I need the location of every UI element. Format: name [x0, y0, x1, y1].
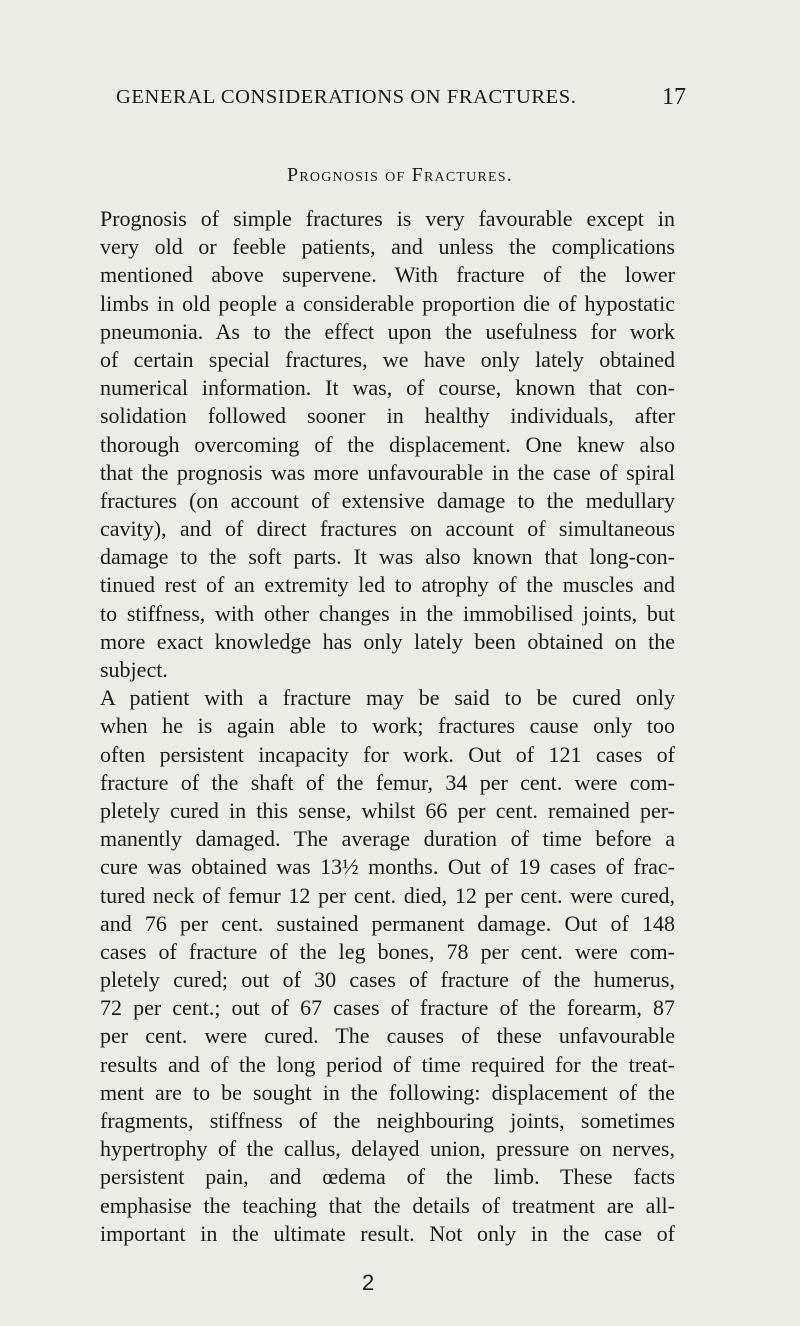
text-line: pletely cured; out of 30 cases of fracture of the humerus, — [100, 967, 675, 993]
text-line: pletely cured in this sense, whilst 66 per cent. remained per- — [100, 797, 675, 823]
text-line: limbs in old people a considerable proportion die of hypostatic — [100, 290, 675, 316]
text-line: tured neck of femur 12 per cent. died, 12 per cent. were cured, — [100, 882, 675, 908]
text-line: fractures (on account of extensive damage to the medullary — [100, 487, 675, 513]
text-line: per cent. were cured. The causes of these unfavourable — [100, 1023, 675, 1049]
text-line: results and of the long period of time required for the treat- — [100, 1051, 675, 1077]
text-line: manently damaged. The average duration of time before a — [100, 826, 675, 852]
signature-mark: 2 — [362, 1270, 375, 1295]
text-line: cure was obtained was 13½ months. Out of 19 cases of frac- — [100, 854, 675, 880]
text-line: persistent pain, and œdema of the limb. These facts — [100, 1164, 675, 1190]
text-line: Prognosis of simple fractures is very favourable except in — [100, 206, 675, 231]
text-line: fragments, stiffness of the neighbouring joints, sometimes — [100, 1108, 675, 1133]
body-text — [100, 205, 675, 1248]
text-line: A patient with a fracture may be said to be cured only — [100, 685, 675, 711]
text-line: thorough overcoming of the displacement. One knew also — [100, 431, 675, 457]
running-title: GENERAL CONSIDERATIONS ON FRACTURES. — [116, 86, 577, 108]
text-line: very old or feeble patients, and unless the complications — [100, 234, 675, 260]
text-line: mentioned above supervene. With fracture of the lower — [100, 262, 675, 288]
text-line: important in the ultimate result. Not only in the case of — [100, 1220, 675, 1246]
text-line: cases of fracture of the leg bones, 78 per cent. were com- — [100, 938, 675, 964]
page-number: 17 — [662, 84, 686, 110]
text-line: emphasise the teaching that the details of treatment are all- — [100, 1192, 675, 1218]
text-line: of certain special fractures, we have only lately obtained — [100, 346, 675, 372]
text-line: hypertrophy of the callus, delayed union, pressure on nerves, — [100, 1136, 675, 1162]
text-line: solidation followed sooner in healthy individuals, after — [100, 403, 675, 429]
section-heading: Prognosis of Fractures. — [287, 164, 513, 186]
text-line: that the prognosis was more unfavourable in the case of spiral — [100, 459, 675, 485]
running-header — [116, 86, 686, 116]
text-line: subject. — [100, 657, 168, 682]
text-line: more exact knowledge has only lately been obtained on the — [100, 628, 675, 654]
text-line: damage to the soft parts. It was also known that long-con- — [100, 544, 675, 570]
text-line: to stiffness, with other changes in the immobilised joints, but — [100, 600, 675, 626]
text-line: cavity), and of direct fractures on account of simultaneous — [100, 516, 675, 542]
text-line: fracture of the shaft of the femur, 34 per cent. were com- — [100, 769, 675, 795]
text-line: 72 per cent.; out of 67 cases of fracture of the forearm, 87 — [100, 995, 675, 1021]
text-line: and 76 per cent. sustained permanent damage. Out of 148 — [100, 910, 675, 936]
text-line: tinued rest of an extremity led to atrophy of the muscles and — [100, 572, 675, 598]
text-line: pneumonia. As to the effect upon the usefulness for work — [100, 318, 675, 344]
text-line: when he is again able to work; fractures cause only too — [100, 713, 675, 739]
text-line: numerical information. It was, of course, known that con- — [100, 375, 675, 401]
text-line: ment are to be sought in the following: displacement of the — [100, 1079, 675, 1105]
text-line: often persistent incapacity for work. Out of 121 cases of — [100, 741, 675, 767]
